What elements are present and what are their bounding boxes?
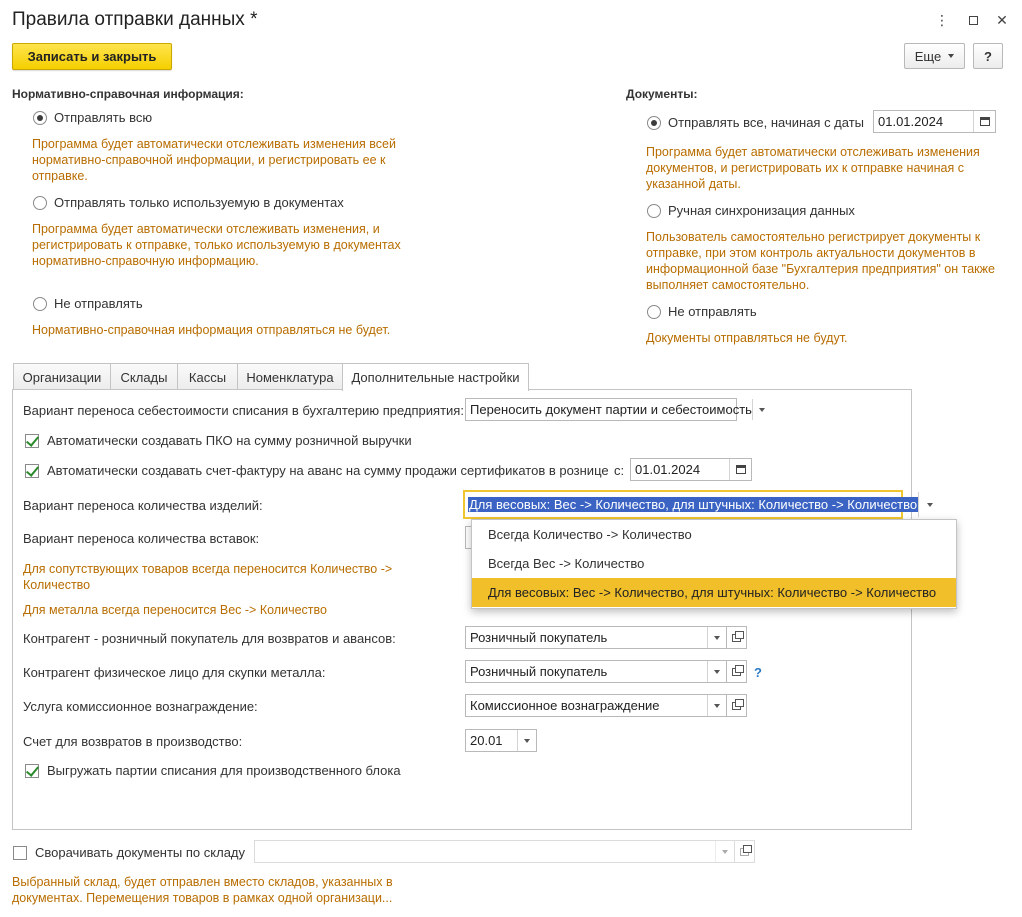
account-label: Счет для возвратов в производство: — [23, 734, 243, 749]
reference-hint-none: Нормативно-справочная информация отправляться не будет. — [32, 323, 391, 337]
more-button-label: Еще — [914, 48, 942, 64]
open-icon[interactable] — [726, 694, 747, 717]
export-batches-checkbox-row[interactable] — [25, 763, 401, 778]
open-icon[interactable] — [734, 840, 755, 863]
more-button[interactable] — [904, 43, 965, 69]
collapse-docs-checkbox-row[interactable] — [13, 845, 245, 860]
commission-value: Комиссионное вознаграждение — [470, 698, 660, 713]
qty-transfer-text-wrap — [465, 497, 918, 512]
save-and-close-button[interactable]: Записать и закрыть — [12, 43, 172, 70]
documents-option-manual[interactable] — [647, 203, 855, 218]
documents-option-from-date[interactable] — [647, 115, 864, 130]
dropdown-option-mixed[interactable]: Для весовых: Вес -> Количество, для штучных: Количество -> Количество — [472, 578, 956, 607]
calendar-icon[interactable] — [729, 459, 751, 480]
more-vert-icon[interactable]: ⋮ — [935, 12, 949, 28]
auto-invoice-checkbox-row[interactable] — [25, 463, 609, 478]
auto-invoice-from-label: с: — [614, 463, 625, 478]
cost-transfer-value: Переносить документ партии и себестоимость — [470, 402, 752, 417]
reference-option-label: Отправлять только используемую в документах — [54, 195, 344, 210]
chevron-down-icon[interactable] — [707, 627, 726, 648]
reference-hint-all: Программа будет автоматически отслеживать изменения всей нормативно-справочной информации, и регистрировать ее к отправке. — [32, 137, 396, 183]
tab-additional-settings[interactable]: Дополнительные настройки — [342, 363, 529, 391]
radio-button[interactable] — [647, 305, 661, 319]
documents-hint-none: Документы отправляться не будут. — [646, 331, 848, 345]
close-icon[interactable]: ✕ — [996, 12, 1008, 28]
auto-invoice-checkbox[interactable] — [25, 464, 39, 478]
documents-option-label: Не отправлять — [668, 304, 757, 319]
auto-invoice-label: Автоматически создавать счет-фактуру на аванс на сумму продажи сертификатов в рознице — [47, 463, 609, 478]
chevron-down-icon[interactable] — [715, 841, 734, 862]
chevron-down-icon[interactable] — [752, 399, 771, 420]
reference-option-label: Отправлять всю — [54, 110, 153, 125]
cost-transfer-label: Вариант переноса себестоимости списания в бухгалтерию предприятия: — [23, 403, 464, 418]
auto-pko-label: Автоматически создавать ПКО на сумму розничной выручки — [47, 433, 412, 448]
tab-organizations[interactable]: Организации — [13, 363, 111, 390]
hint-metal: Для металла всегда переносится Вес -> Количество — [23, 603, 327, 617]
retail-buyer-label: Контрагент - розничный покупатель для возвратов и авансов: — [23, 631, 396, 646]
auto-invoice-date-field[interactable] — [630, 458, 752, 481]
auto-pko-checkbox-row[interactable] — [25, 433, 412, 448]
tab-warehouses[interactable]: Склады — [110, 363, 178, 390]
documents-hint-from-date: Программа будет автоматически отслеживать изменения документов, и регистрировать их к отправке начиная с указанной даты. — [646, 145, 980, 191]
chevron-down-icon[interactable] — [707, 661, 726, 682]
radio-button[interactable] — [33, 297, 47, 311]
reference-option-used[interactable] — [33, 195, 344, 210]
open-icon[interactable] — [726, 660, 747, 683]
reference-option-none[interactable] — [33, 296, 143, 311]
documents-option-none[interactable] — [647, 304, 757, 319]
retail-buyer-value: Розничный покупатель — [470, 630, 608, 645]
documents-hint-manual: Пользователь самостоятельно регистрирует документы к отправке, при этом контроль актуальности документов в информационной базе "Бухгалтерия предприятия" он также выполняет самостоятельно. — [646, 230, 995, 292]
commission-label: Услуга комиссионное вознаграждение: — [23, 699, 258, 714]
maximize-icon[interactable] — [965, 12, 981, 28]
open-icon[interactable] — [726, 626, 747, 649]
chevron-down-icon — [948, 54, 954, 58]
documents-option-label: Отправлять все, начиная с даты — [668, 115, 865, 130]
qty-transfer-label: Вариант переноса количества изделий: — [23, 498, 263, 513]
documents-option-label: Ручная синхронизация данных — [668, 203, 855, 218]
documents-date-value: 01.01.2024 — [878, 114, 944, 129]
retail-buyer-select[interactable] — [465, 626, 727, 649]
chevron-down-icon[interactable] — [707, 695, 726, 716]
radio-button[interactable] — [33, 196, 47, 210]
collapse-docs-label: Сворачивать документы по складу — [35, 845, 246, 860]
metal-buyer-select[interactable] — [465, 660, 727, 683]
tab-nomenclature[interactable]: Номенклатура — [237, 363, 343, 390]
chevron-down-icon[interactable] — [517, 730, 536, 751]
collapse-docs-hint: Выбранный склад, будет отправлен вместо складов, указанных в документах. Перемещения товаров в рамках одной организаци... — [12, 875, 393, 905]
dropdown-option-qty-qty[interactable]: Всегда Количество -> Количество — [488, 527, 692, 542]
radio-button[interactable] — [647, 204, 661, 218]
help-question-icon[interactable]: ? — [754, 665, 762, 680]
commission-select[interactable] — [465, 694, 727, 717]
export-batches-label: Выгружать партии списания для производственного блока — [47, 763, 401, 778]
radio-button[interactable] — [33, 111, 47, 125]
chevron-down-icon[interactable] — [918, 492, 940, 517]
window-title: Правила отправки данных * — [12, 9, 258, 30]
metal-buyer-label: Контрагент физическое лицо для скупки металла: — [23, 665, 326, 680]
reference-option-label: Не отправлять — [54, 296, 143, 311]
auto-pko-checkbox[interactable] — [25, 434, 39, 448]
dropdown-option-weight-qty[interactable]: Всегда Вес -> Количество — [488, 556, 645, 571]
export-batches-checkbox[interactable] — [25, 764, 39, 778]
documents-section-title: Документы: — [626, 87, 698, 101]
account-value: 20.01 — [470, 733, 503, 748]
calendar-icon[interactable] — [973, 111, 995, 132]
documents-date-field[interactable] — [873, 110, 996, 133]
auto-invoice-date-value: 01.01.2024 — [635, 462, 701, 477]
qty-transfer-dropdown-list — [471, 519, 957, 609]
reference-option-all[interactable] — [33, 110, 152, 125]
metal-buyer-value: Розничный покупатель — [470, 664, 608, 679]
reference-section-title: Нормативно-справочная информация: — [12, 87, 244, 101]
hint-accompanying-goods: Для сопутствующих товаров всегда переносится Количество -> Количество — [23, 562, 393, 592]
tab-cash-desks[interactable]: Кассы — [177, 363, 238, 390]
inserts-transfer-label: Вариант переноса количества вставок: — [23, 531, 260, 546]
cost-transfer-select[interactable] — [465, 398, 752, 421]
qty-transfer-value: Для весовых: Вес -> Количество, для штучных: Количество -> Количество — [469, 497, 918, 512]
collapse-docs-checkbox[interactable] — [13, 846, 27, 860]
radio-button[interactable] — [647, 116, 661, 130]
warehouse-select[interactable] — [254, 840, 735, 863]
reference-hint-used: Программа будет автоматически отслеживать изменения, и регистрировать к отправке, только используемую в документах нормативно-справочную информацию. — [32, 222, 401, 268]
help-button[interactable]: ? — [973, 43, 1003, 69]
qty-transfer-select[interactable] — [463, 490, 918, 519]
account-select[interactable] — [465, 729, 537, 752]
